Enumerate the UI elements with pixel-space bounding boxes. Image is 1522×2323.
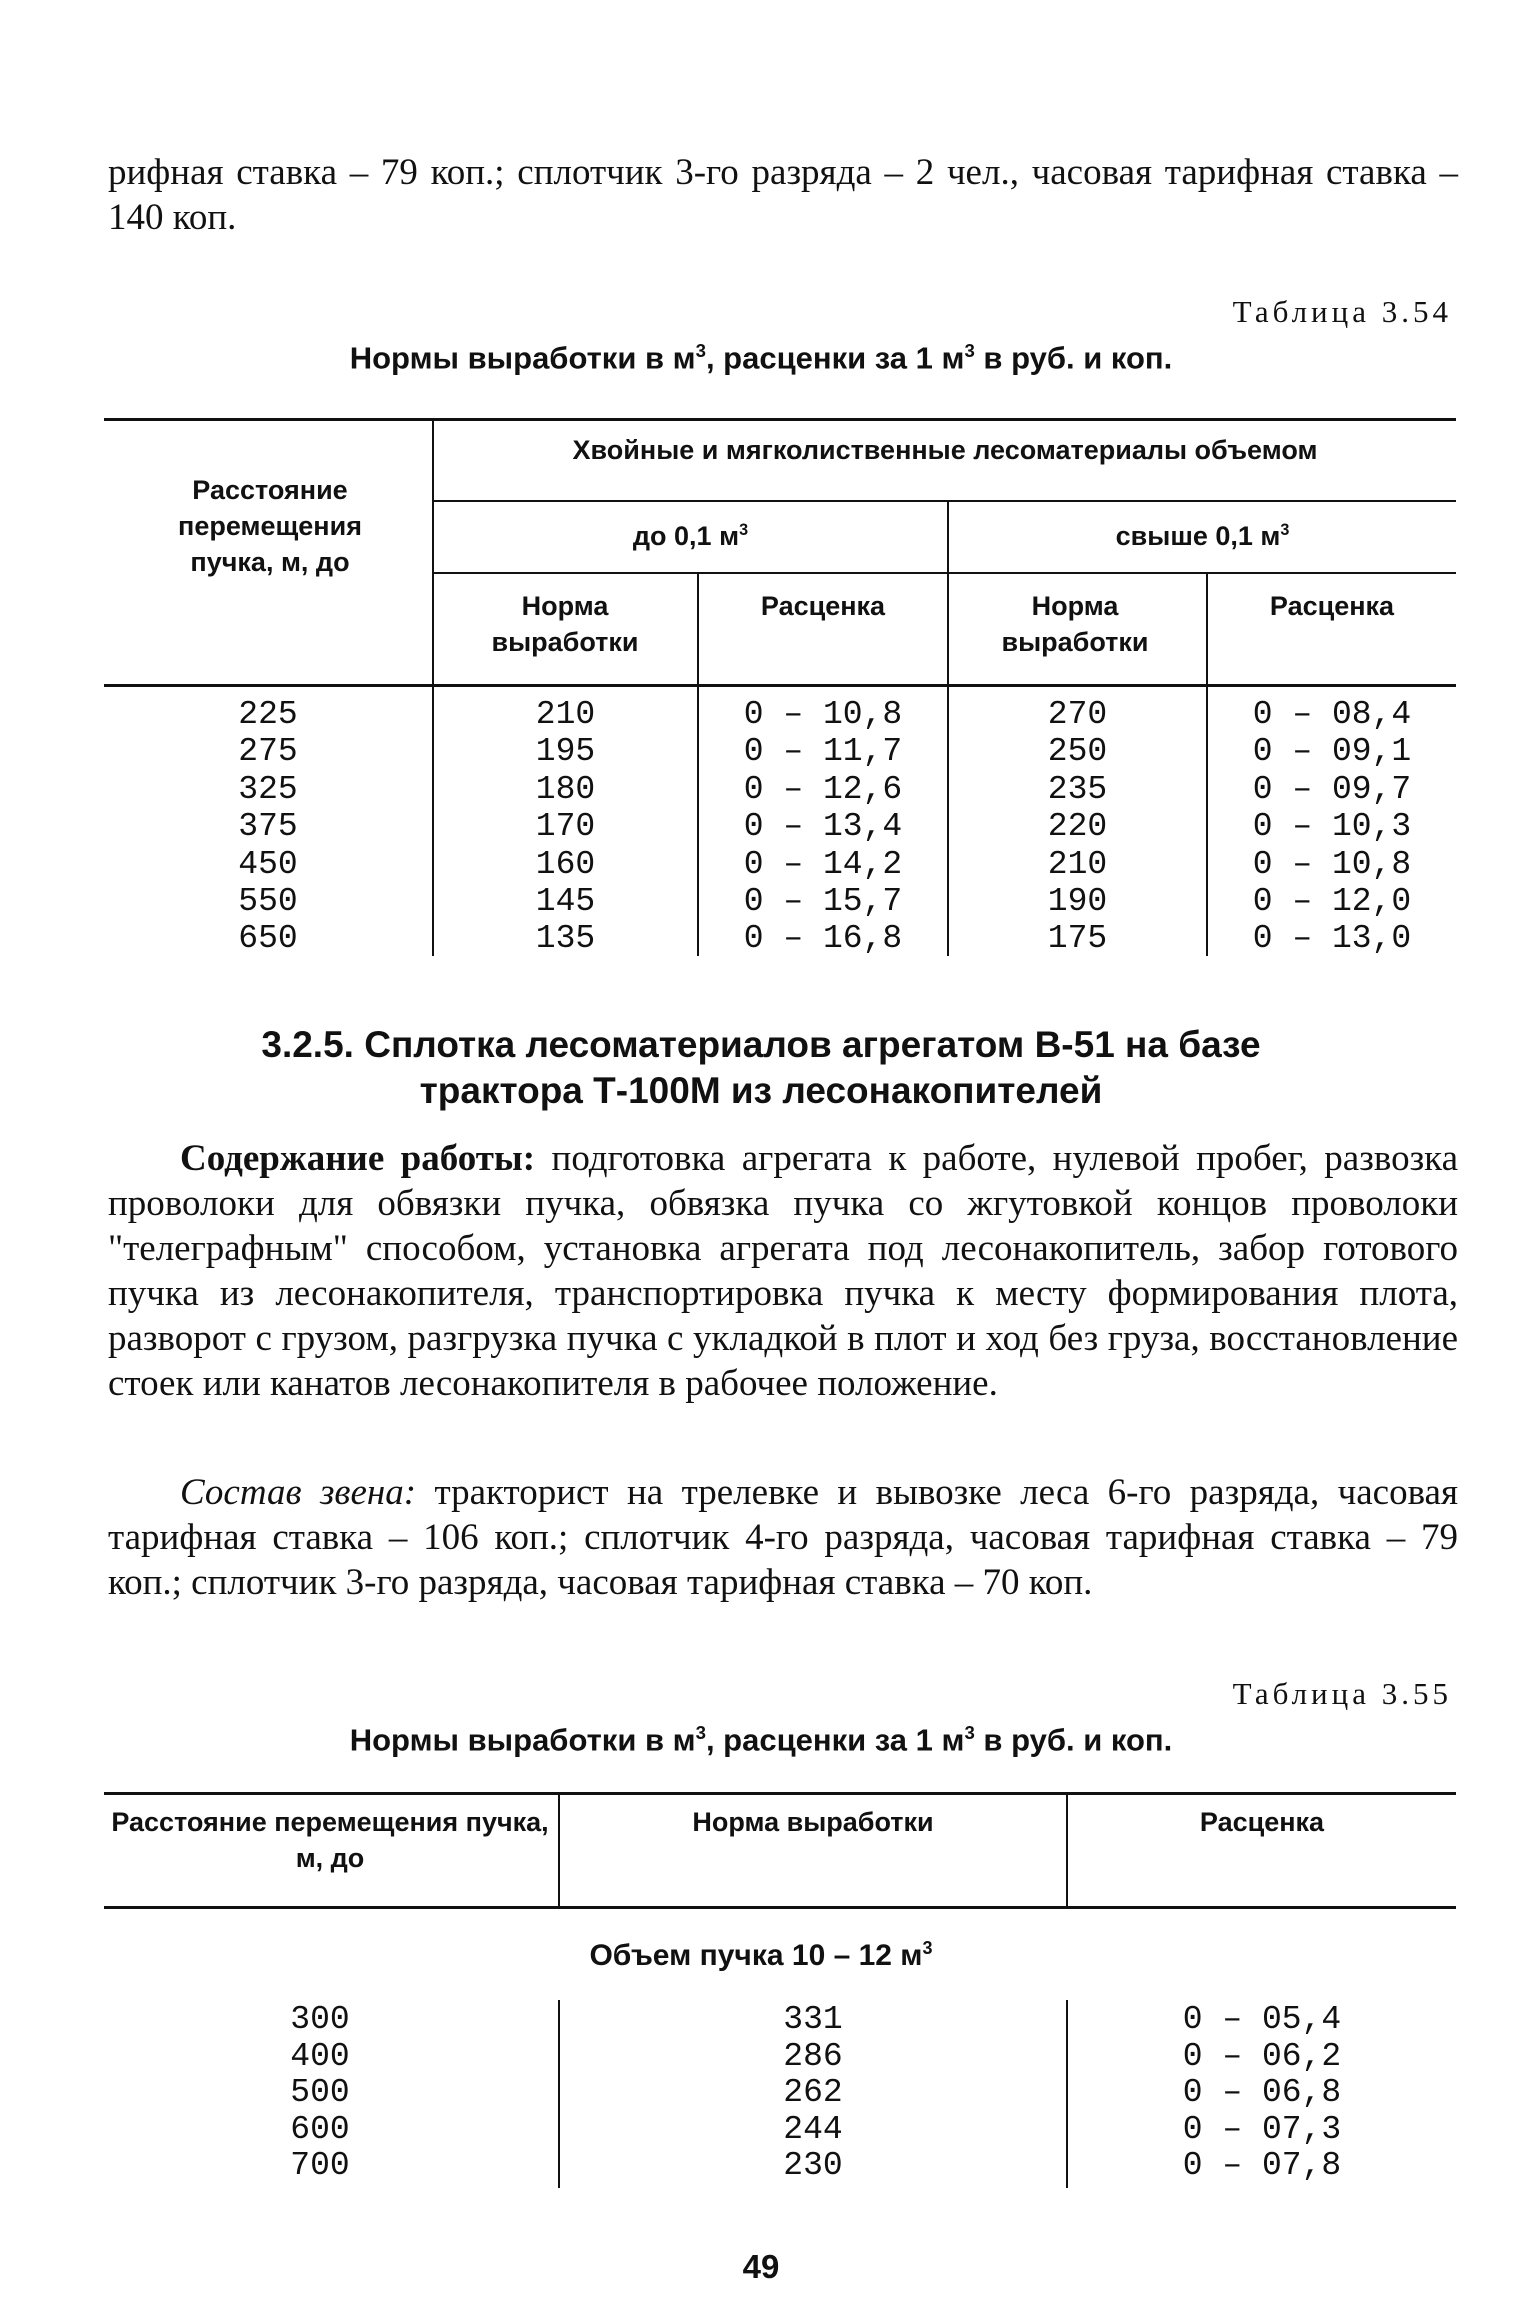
table-cell: 0 – 10,8 bbox=[1252, 845, 1412, 883]
volume-subheading: Объем пучка 10 – 12 $м^3$ bbox=[589, 1938, 933, 1972]
table-cell: 500 bbox=[290, 2074, 350, 2112]
table-cell: 244 bbox=[783, 2110, 843, 2148]
table-cell: 286 bbox=[783, 2037, 843, 2075]
table-cell: 225 bbox=[238, 696, 298, 733]
column-rate bbox=[1068, 2002, 1456, 2185]
table-cell: 0 – 16,8 bbox=[743, 920, 903, 958]
table-cell: 160 bbox=[535, 845, 596, 883]
table-header-rule bbox=[434, 500, 1456, 502]
table-3-55-title: Нормы выработки в $м^3$, расценки за 1 $м^3$ в руб. и коп. bbox=[349, 1722, 1173, 1758]
table-3-55-caption: Таблица 3.55 bbox=[1232, 1676, 1452, 1711]
table-cell: 190 bbox=[1047, 883, 1108, 921]
table-cell: 230 bbox=[783, 2147, 843, 2185]
page-number: 49 bbox=[742, 2248, 780, 2285]
table-cell: 0 – 12,6 bbox=[743, 770, 903, 808]
table-cell: 0 – 06,8 bbox=[1182, 2074, 1342, 2112]
table-cell: 0 – 08,4 bbox=[1252, 696, 1412, 733]
column-distance bbox=[104, 696, 432, 958]
header-distance: Расстояние перемещения пучка, м, до bbox=[178, 475, 362, 577]
table-cell: 210 bbox=[1047, 845, 1108, 883]
table-3-54-caption: Таблица 3.54 bbox=[1232, 294, 1452, 329]
header-norm: Норма выработки bbox=[692, 1807, 934, 1837]
table-cell: 195 bbox=[535, 733, 596, 771]
column-norm bbox=[560, 2002, 1066, 2185]
table-cell: 650 bbox=[238, 920, 298, 958]
table-cell: 220 bbox=[1047, 808, 1108, 846]
table-cell: 0 – 07,8 bbox=[1182, 2147, 1342, 2185]
table-cell: 180 bbox=[535, 770, 596, 808]
table-cell: 0 – 12,0 bbox=[1252, 883, 1412, 921]
table-cell: 700 bbox=[290, 2147, 350, 2185]
table-header-bottom-rule bbox=[104, 1906, 1456, 1909]
table-cell: 450 bbox=[238, 845, 298, 883]
table-cell: 170 bbox=[535, 808, 596, 846]
table-cell: 135 bbox=[535, 920, 596, 958]
table-top-rule bbox=[104, 418, 1456, 421]
table-cell: 235 bbox=[1047, 770, 1108, 808]
column-norm-2 bbox=[949, 696, 1206, 958]
table-cell: 400 bbox=[290, 2037, 350, 2075]
table-cell: 0 – 10,8 bbox=[743, 696, 903, 733]
table-cell: 0 – 13,0 bbox=[1252, 920, 1412, 958]
column-distance bbox=[104, 2002, 536, 2185]
table-cell: 0 – 15,7 bbox=[743, 883, 903, 921]
table-cell: 210 bbox=[535, 696, 596, 733]
column-rate-2 bbox=[1208, 696, 1456, 958]
header-norm-1: Норма выработки bbox=[491, 591, 639, 657]
table-cell: 0 – 06,2 bbox=[1182, 2037, 1342, 2075]
table-cell: 0 – 09,1 bbox=[1252, 733, 1412, 771]
table-cell: 270 bbox=[1047, 696, 1108, 733]
table-cell: 0 – 14,2 bbox=[743, 845, 903, 883]
header-sub1: до 0,1 $м^3$ bbox=[632, 521, 749, 551]
table-cell: 175 bbox=[1047, 920, 1108, 958]
table-cell: 0 – 07,3 bbox=[1182, 2110, 1342, 2148]
table-top-rule bbox=[104, 1792, 1456, 1795]
header-norm-2: Норма выработки bbox=[1001, 591, 1149, 657]
table-cell: 0 – 10,3 bbox=[1252, 808, 1412, 846]
header-rate-1: Расценка bbox=[760, 591, 886, 621]
table-cell: 250 bbox=[1047, 733, 1108, 771]
header-distance: Расстояние перемещения пучка, м, до bbox=[111, 1807, 549, 1873]
header-rate-2: Расценка bbox=[1269, 591, 1395, 621]
crew-paragraph: Состав звена: тракторист на трелевке и вывозке леса 6-го разряда, часовая тарифная ставка – 106 коп.; сплотчик 4-го разряда, часовая тарифная ставка – 79 коп.; сплотчик 3-го разряда, часовая тарифная ставка – 70 коп. bbox=[108, 1472, 1458, 1603]
table-cell: 331 bbox=[783, 2001, 843, 2038]
table-cell: 600 bbox=[290, 2110, 350, 2148]
table-cell: 300 bbox=[290, 2001, 350, 2038]
table-header-rule bbox=[434, 572, 1456, 574]
table-cell: 0 – 05,4 bbox=[1182, 2001, 1342, 2038]
table-cell: 275 bbox=[238, 733, 298, 771]
table-3-54-title: Нормы выработки в $м^3$, расценки за 1 $м^3$ в руб. и коп. bbox=[349, 340, 1173, 376]
content-paragraph: Содержание работы: подготовка агрегата к работе, нулевой пробег, развозка проволоки для обвязки пучка, обвязка пучка со жгутовкой концов проволоки "телеграфным" способом, установка агрегата под лесонакопитель, забор готового пучка из лесонакопителя, транспортировка пучка к месту формирования плота, разворот с грузом, разгрузка пучка с укладкой в плот и ход без груза, восстановление стоек или канатов лесонакопителя в рабочее положение. bbox=[108, 1138, 1459, 1404]
table-cell: 375 bbox=[238, 808, 298, 846]
intro-paragraph: рифная ставка – 79 коп.; сплотчик 3-го разряда – 2 чел., часовая тарифная ставка – 140 коп. bbox=[108, 152, 1458, 238]
column-rate-1 bbox=[699, 696, 947, 958]
table-cell: 145 bbox=[535, 883, 596, 921]
table-header-bottom-rule bbox=[104, 684, 1456, 687]
table-cell: 550 bbox=[238, 883, 298, 921]
header-sub2: свыше 0,1 $м^3$ bbox=[1115, 521, 1290, 551]
column-norm-1 bbox=[434, 696, 697, 958]
header-group: Хвойные и мягколиственные лесоматериалы объемом bbox=[572, 435, 1318, 465]
table-cell: 0 – 11,7 bbox=[743, 733, 903, 771]
table-cell: 325 bbox=[238, 770, 298, 808]
table-cell: 262 bbox=[783, 2074, 843, 2112]
header-rate: Расценка bbox=[1199, 1807, 1325, 1837]
table-cell: 0 – 09,7 bbox=[1252, 770, 1412, 808]
section-title: 3.2.5. Сплотка лесоматериалов агрегатом В-51 на базе трактора Т-100М из лесонакопителей bbox=[261, 1024, 1261, 1111]
table-cell: 0 – 13,4 bbox=[743, 808, 903, 846]
